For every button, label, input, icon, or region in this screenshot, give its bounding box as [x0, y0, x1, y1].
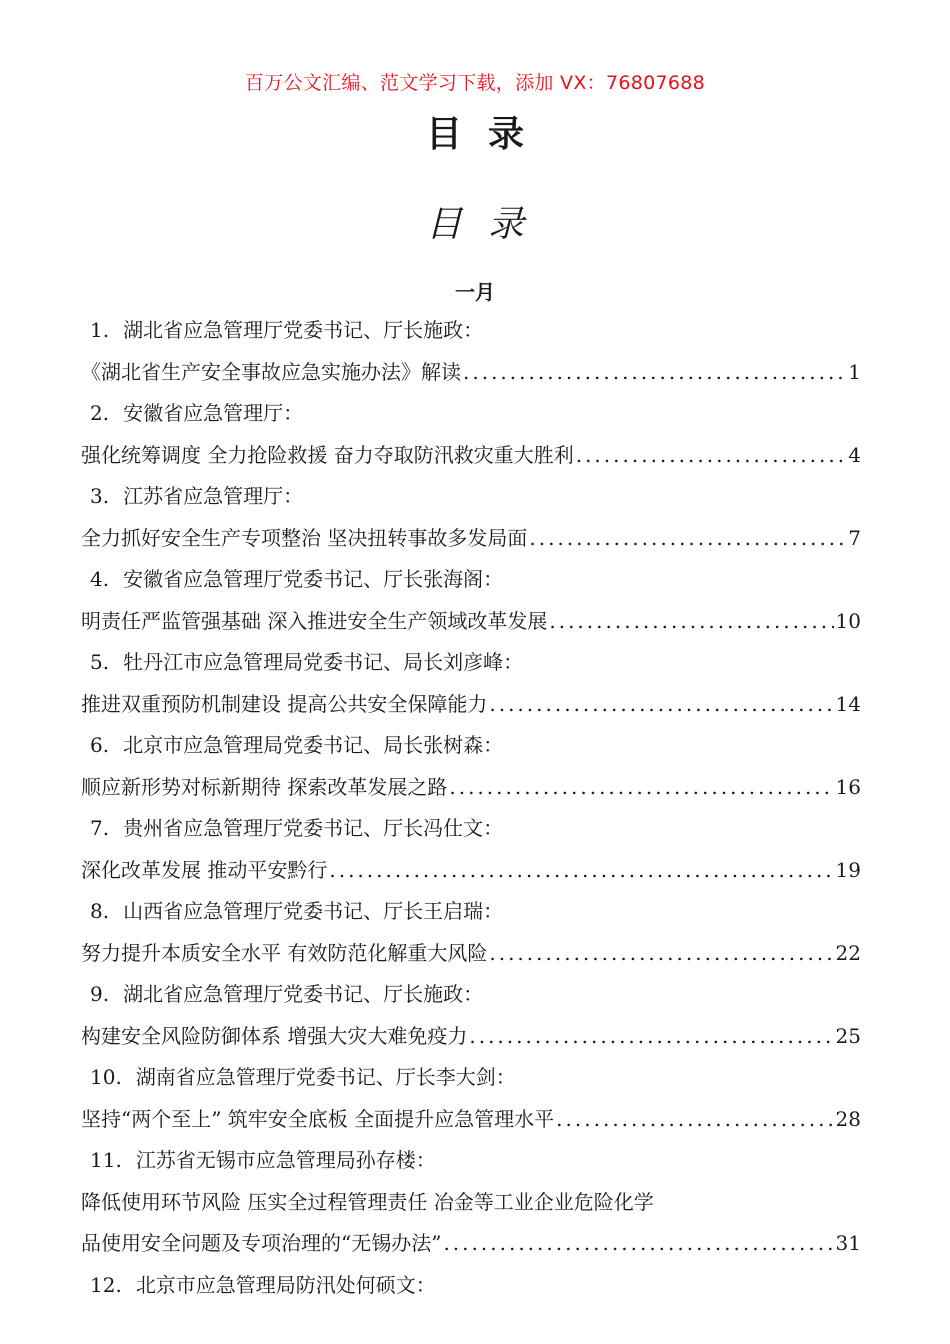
- dot-leader: [556, 1099, 833, 1141]
- toc-entry-link[interactable]: [81, 933, 861, 975]
- toc-entry-heading: [81, 891, 861, 933]
- toc-entry-author: 安徽省应急管理厅：: [123, 401, 304, 425]
- toc-entry-number: 9.: [90, 982, 110, 1006]
- toc-entry-heading: [81, 1140, 861, 1182]
- toc-entry-link[interactable]: [81, 1016, 861, 1058]
- toc-entry-title: 强化统筹调度 全力抢险救援 奋力夺取防汛救灾重大胜利: [81, 442, 574, 467]
- dot-leader: [469, 1016, 833, 1058]
- toc-entry-heading: [81, 1057, 861, 1099]
- toc-entry-number: 11.: [90, 1148, 122, 1172]
- dot-leader: [329, 850, 833, 892]
- toc-entry-number: 1.: [90, 318, 110, 342]
- toc-entry-number: 3.: [90, 484, 110, 508]
- toc-entry-link[interactable]: [81, 1099, 861, 1141]
- header-banner: 百万公文汇编、范文学习下载，添加 VX：76807688: [244, 72, 706, 94]
- dot-leader: [576, 435, 847, 477]
- toc-entry-author: 江苏省应急管理厅：: [123, 484, 304, 508]
- toc-entry-number: 10.: [90, 1065, 122, 1089]
- toc-entry-page: 1: [848, 359, 861, 384]
- toc-entry-title: 努力提升本质安全水平 有效防范化解重大风险: [81, 940, 488, 965]
- dot-leader: [463, 352, 846, 394]
- dot-leader: [529, 518, 846, 560]
- toc-entry-heading: [81, 974, 861, 1016]
- toc-entry-number: 7.: [90, 816, 110, 840]
- toc-entry-page: 31: [835, 1231, 861, 1255]
- toc-entry-heading: [81, 559, 861, 601]
- toc-title-italic: 目录: [425, 204, 550, 245]
- dot-leader: [489, 933, 833, 975]
- toc-entry-page: 10: [835, 608, 861, 633]
- toc-entry-heading: [81, 310, 861, 352]
- dot-leader: [449, 767, 833, 809]
- toc-entry-number: 12.: [90, 1272, 122, 1297]
- toc-entry-author: 湖北省应急管理厅党委书记、厅长施政：: [123, 982, 484, 1006]
- toc-entry-number: 4.: [90, 567, 110, 591]
- toc-entry-number: 5.: [90, 650, 110, 674]
- toc-entry-title: 明责任严监管强基础 深入推进安全生产领域改革发展: [81, 608, 548, 633]
- toc-entry-page: 22: [835, 940, 861, 965]
- toc-entry-link[interactable]: [81, 1223, 861, 1265]
- toc-entry-link[interactable]: [81, 435, 861, 477]
- toc-entry-author: 北京市应急管理局党委书记、局长张树森：: [123, 733, 504, 757]
- toc-entry-title: 品使用安全问题及专项治理的“无锡办法”: [81, 1231, 442, 1255]
- toc-entry-author: 山西省应急管理厅党委书记、厅长王启瑞：: [123, 899, 504, 923]
- toc-entry-title: 全力抓好安全生产专项整治 坚决扭转事故多发局面: [81, 525, 528, 550]
- toc-entry-page: 7: [848, 525, 861, 550]
- toc-entry-heading: [81, 393, 861, 435]
- toc-entry-title: 构建安全风险防御体系 增强大灾大难免疫力: [81, 1023, 468, 1048]
- toc-entry-title: 深化改革发展 推动平安黔行: [81, 857, 328, 882]
- toc-entry-number: 8.: [90, 899, 110, 923]
- dot-leader: [443, 1223, 833, 1265]
- toc-entry-page: 16: [835, 774, 861, 799]
- toc-entry-title: 坚持“两个至上” 筑牢安全底板 全面提升应急管理水平: [81, 1106, 555, 1131]
- toc-entry-link[interactable]: [81, 352, 861, 394]
- toc-entry-link[interactable]: [81, 684, 861, 726]
- toc-entry-page: 14: [835, 691, 861, 716]
- toc-entry-page: 25: [835, 1023, 861, 1048]
- toc-entry-heading: [81, 642, 861, 684]
- toc-entry-author: 安徽省应急管理厅党委书记、厅长张海阁：: [123, 567, 504, 591]
- toc-entry-page: 28: [835, 1106, 861, 1131]
- toc-entry-title: 《湖北省生产安全事故应急实施办法》解读: [81, 359, 461, 384]
- toc-title: 目录: [425, 114, 550, 155]
- toc-entry-title: 顺应新形势对标新期待 探索改革发展之路: [81, 774, 448, 799]
- toc-entry-heading: [81, 476, 861, 518]
- toc-entry-link[interactable]: [81, 767, 861, 809]
- toc-entry-number: 2.: [90, 401, 110, 425]
- toc-entry-author: 湖南省应急管理厅党委书记、厅长李大剑：: [135, 1065, 516, 1089]
- toc-entry-page: 19: [835, 857, 861, 882]
- toc-entry-author: 北京市应急管理局防汛处何硕文：: [135, 1272, 436, 1297]
- toc-entry-heading: [81, 1265, 861, 1307]
- toc-entry-title: 降低使用环节风险 压实全过程管理责任 冶金等工业企业危险化学: [81, 1189, 654, 1214]
- toc-entry-page: 4: [848, 442, 861, 467]
- toc-entry-author: 贵州省应急管理厅党委书记、厅长冯仕文：: [123, 816, 504, 840]
- dot-leader: [489, 684, 833, 726]
- toc-entry-heading: [81, 725, 861, 767]
- month-heading: 一月: [455, 280, 495, 304]
- table-of-contents: [81, 310, 861, 1306]
- toc-entry-link[interactable]: [81, 518, 861, 560]
- toc-entry-title-line: [81, 1182, 861, 1224]
- toc-entry-link[interactable]: [81, 601, 861, 643]
- toc-entry-heading: [81, 808, 861, 850]
- toc-entry-author: 牡丹江市应急管理局党委书记、局长刘彦峰：: [123, 650, 524, 674]
- toc-entry-link[interactable]: [81, 850, 861, 892]
- toc-entry-author: 江苏省无锡市应急管理局孙存楼：: [135, 1148, 436, 1172]
- toc-entry-title: 推进双重预防机制建设 提高公共安全保障能力: [81, 691, 488, 716]
- toc-entry-number: 6.: [90, 733, 110, 757]
- toc-entry-author: 湖北省应急管理厅党委书记、厅长施政：: [123, 318, 484, 342]
- dot-leader: [549, 601, 833, 643]
